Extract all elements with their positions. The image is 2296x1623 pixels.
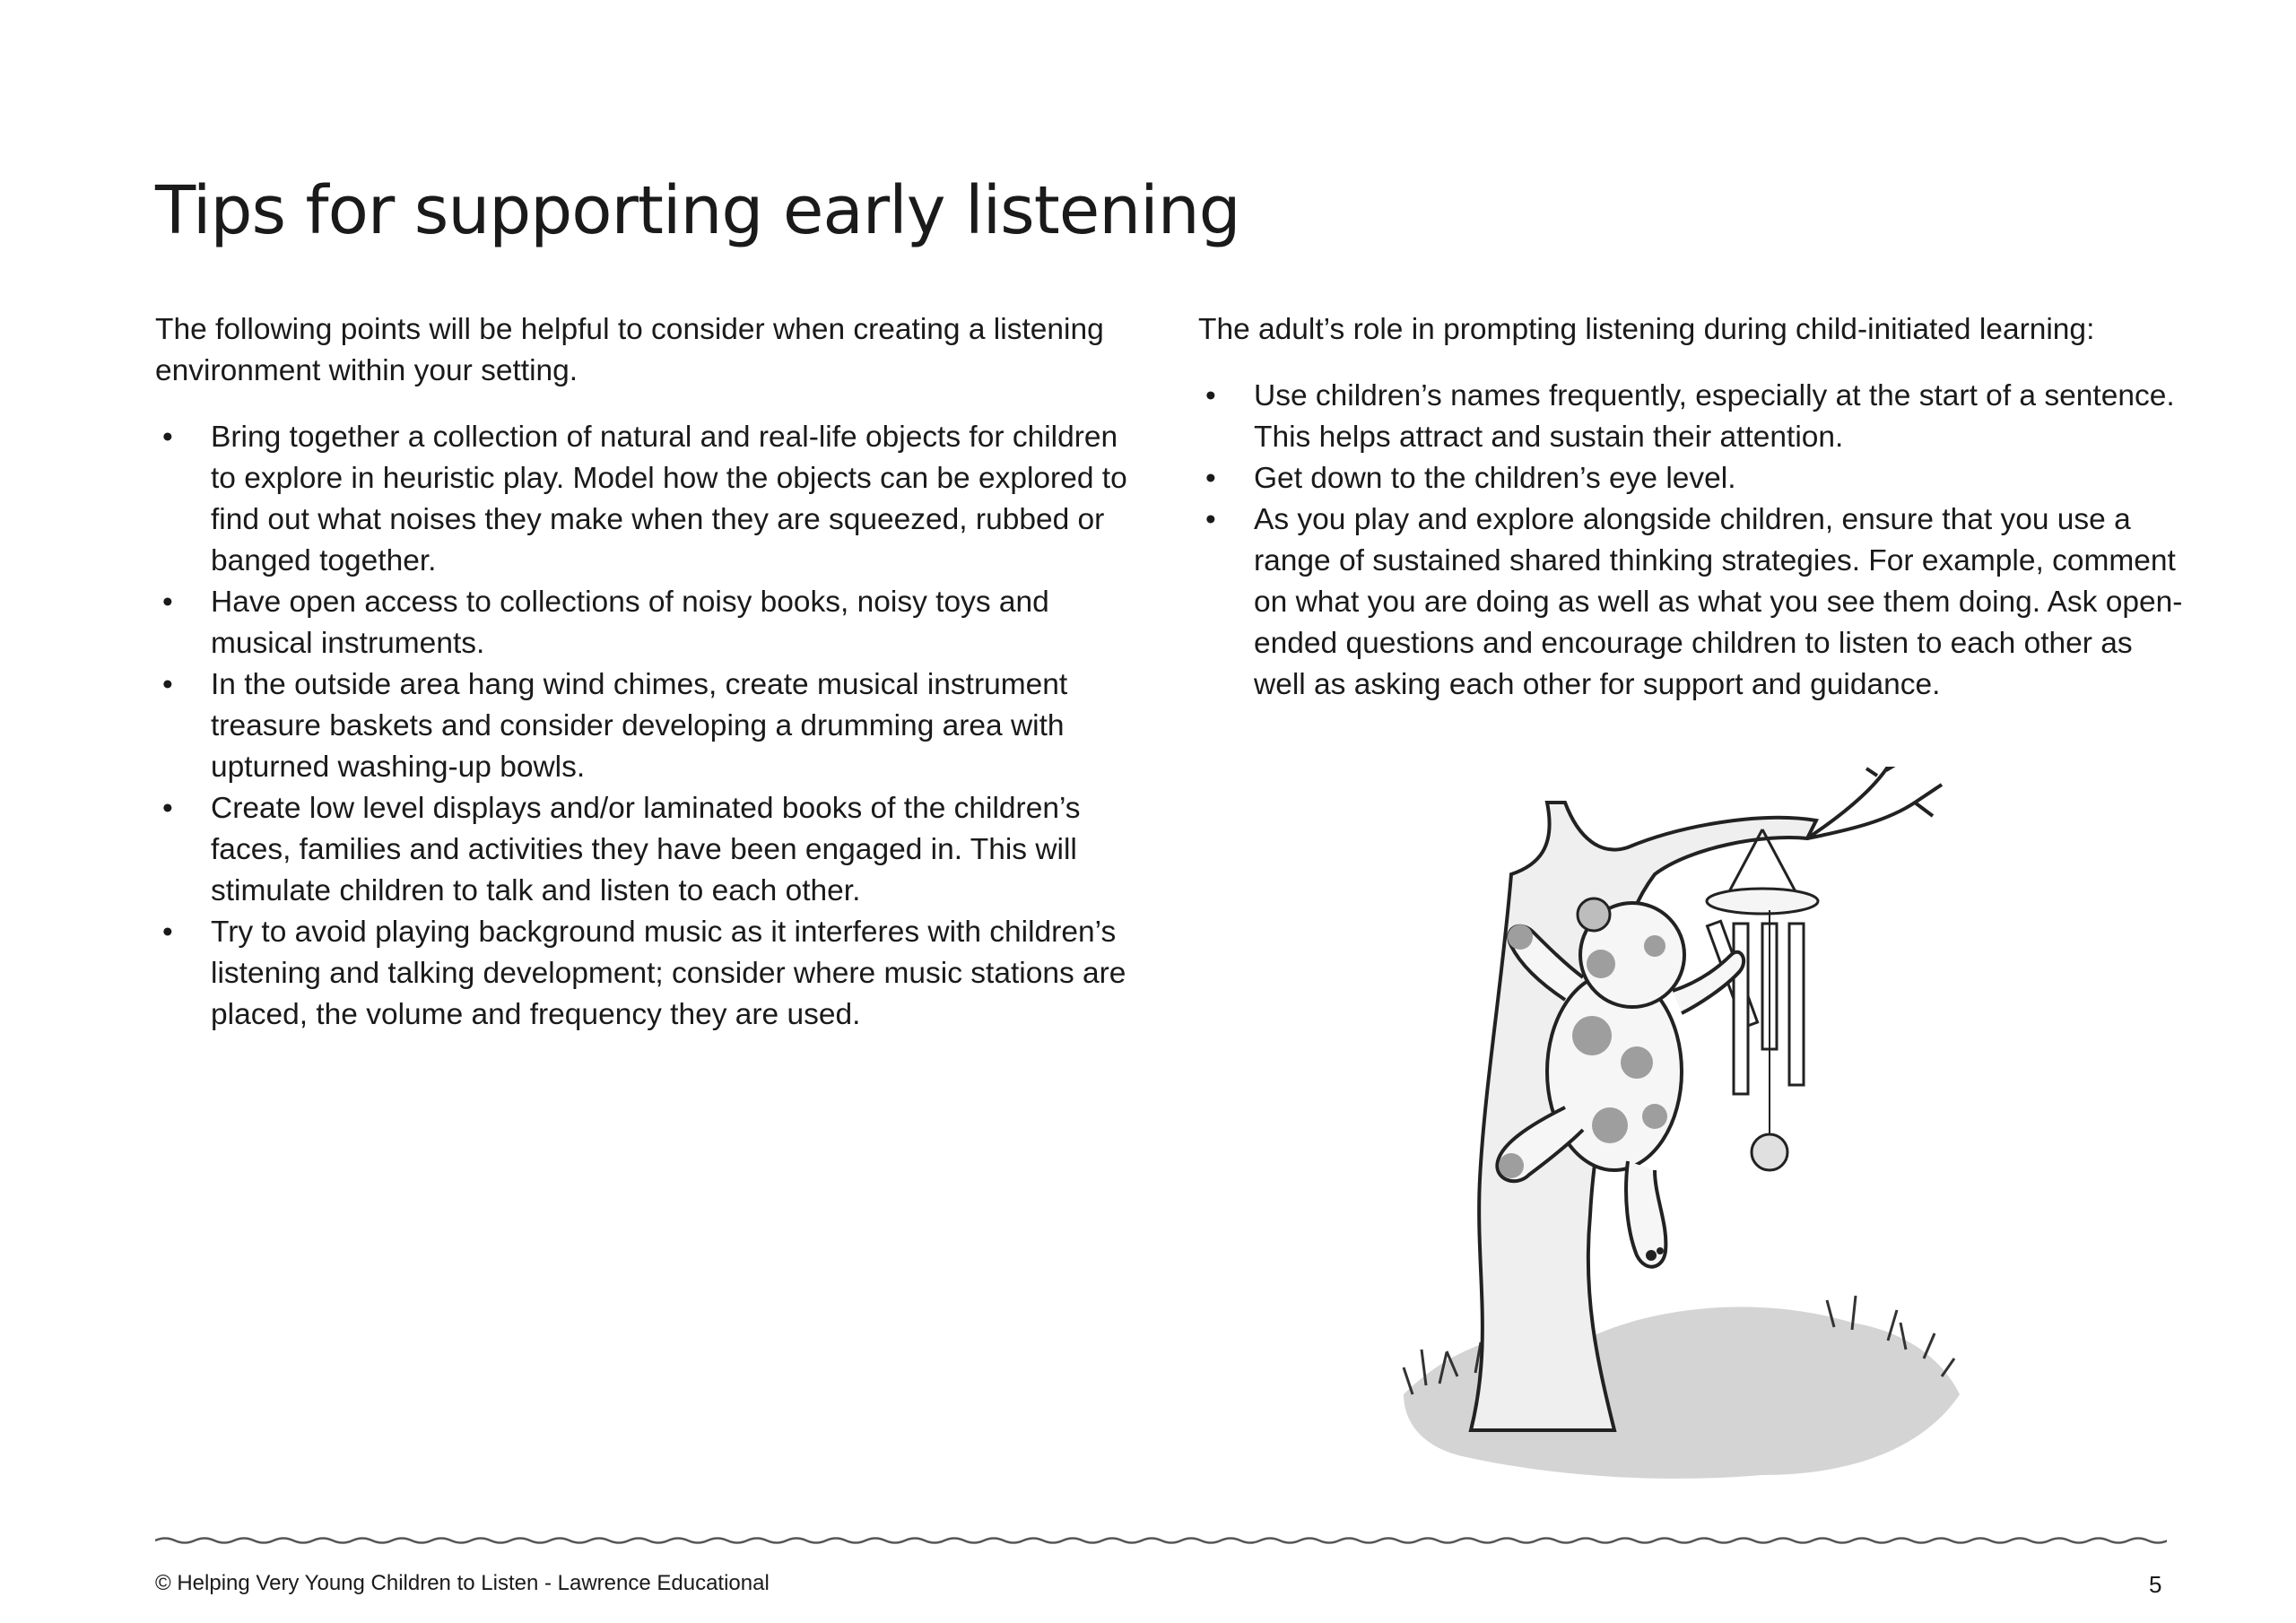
right-column	[1198, 309, 2185, 706]
bullet-icon: •	[1205, 379, 1216, 412]
list-item	[155, 582, 1142, 664]
list-item	[155, 417, 1142, 582]
list-item-text: Have open access to collections of noisy books, noisy toys and musical instruments.	[211, 586, 1049, 660]
left-bullet-list	[155, 417, 1142, 1036]
bear-climbing-tree-illustration-icon	[1386, 767, 1996, 1484]
bullet-icon: •	[162, 668, 173, 701]
bullet-icon: •	[1205, 503, 1216, 536]
list-item	[155, 788, 1142, 912]
bullet-icon: •	[162, 421, 173, 454]
wavy-divider-icon	[155, 1532, 2167, 1549]
list-item	[1198, 458, 2185, 499]
left-column	[155, 309, 1142, 1036]
list-item-text: Bring together a collection of natural and real-life objects for children to explore in heuristic play. Model how the objects can be explored to find out what noises they make when they are squeezed, rubbed or banged together.	[211, 421, 1127, 577]
right-bullet-list	[1198, 376, 2185, 706]
footer-copyright: © Helping Very Young Children to Listen - Lawrence Educational	[155, 1571, 770, 1595]
list-item-text: Use children’s names frequently, especially at the start of a sentence. This helps attract and sustain their attention.	[1254, 379, 2175, 454]
list-item-text: Create low level displays and/or laminated books of the children’s faces, families and activities they have been engaged in. This will stimulate children to talk and listen to each other.	[211, 792, 1081, 907]
bullet-icon: •	[162, 916, 173, 949]
page-title: Tips for supporting early listening	[155, 172, 1240, 249]
list-item	[1198, 376, 2185, 458]
bullet-icon: •	[162, 586, 173, 619]
left-intro: The following points will be helpful to consider when creating a listening environment within your setting.	[155, 313, 1104, 387]
list-item-text: As you play and explore alongside children, ensure that you use a range of sustained shared thinking strategies. For example, comment on what you are doing as well as what you see them doing. Ask open-ended questions and encourage children to listen to each other as well as asking each other for support and guidance.	[1254, 503, 2183, 701]
list-item-text: Get down to the children’s eye level.	[1254, 462, 1736, 495]
list-item-text: Try to avoid playing background music as it interferes with children’s listening and talking development; consider where music stations are placed, the volume and frequency they are used.	[211, 916, 1126, 1031]
list-item	[155, 664, 1142, 788]
right-intro: The adult’s role in prompting listening during child-initiated learning:	[1198, 313, 2095, 346]
bullet-icon: •	[1205, 462, 1216, 495]
bullet-icon: •	[162, 792, 173, 825]
list-item-text: In the outside area hang wind chimes, create musical instrument treasure baskets and consider developing a drumming area with upturned washing-up bowls.	[211, 668, 1068, 784]
page-number: 5	[2149, 1571, 2162, 1598]
list-item	[155, 912, 1142, 1036]
list-item	[1198, 499, 2185, 706]
